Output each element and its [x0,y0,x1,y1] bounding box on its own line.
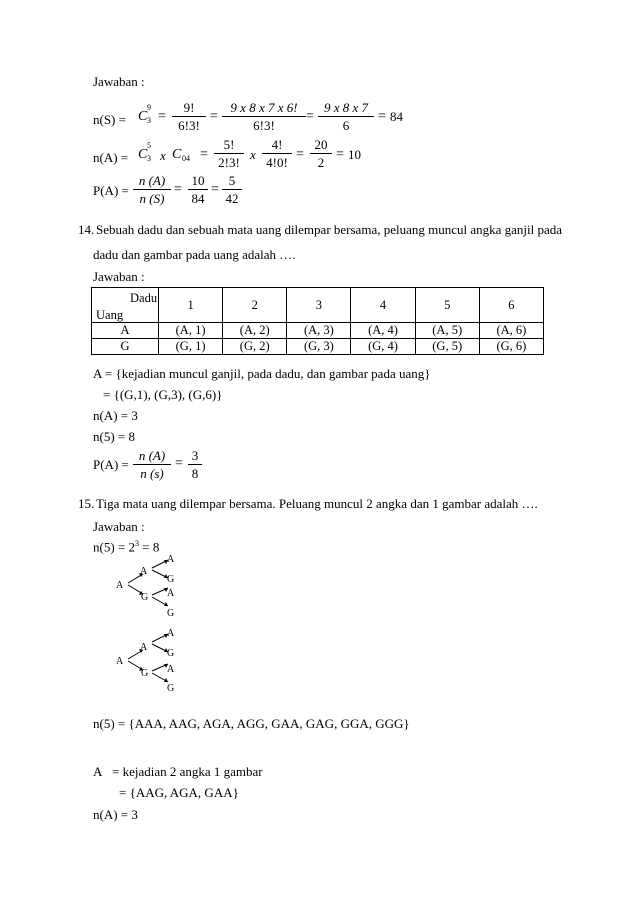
question-text-line2: dadu dan gambar pada uang adalah …. [93,247,296,262]
equals-sign: = [158,109,166,124]
PA-label: P(A) = [93,183,129,198]
fraction-5-over-42: 5 42 [222,174,242,205]
column-header: 1 [159,288,223,323]
tree-node-a: A [116,656,124,667]
question-text-line1: Tiga mata uang dilempar bersama. Peluang muncul 2 angka dan 1 gambar adalah …. [96,496,538,511]
table-cell: (A, 1) [159,323,223,339]
corner-label-uang: Uang [96,308,124,322]
fraction-expanded: 9 x 8 x 7 x 6! 6!3! [222,101,306,132]
tree-node-a: A [167,628,175,639]
row-label: G [92,339,159,355]
equals-sign: = [175,456,183,471]
question-number: 15. [78,496,95,511]
fraction-9-factorial: 9! 6!3! [172,101,206,132]
table-cell: (G, 4) [351,339,415,355]
combination-symbol: C [138,147,148,162]
probability-tree-diagram-a [110,550,200,620]
combination-sup: 5 [147,141,151,150]
event-definition: = kejadian 2 angka 1 gambar [112,764,263,779]
fraction-nA-over-nS: n (A) n (S) [133,174,171,205]
combination-sup: 9 [147,103,151,112]
sample-space-table [91,287,544,355]
table-cell: (G, 1) [159,339,223,355]
column-header: 5 [415,288,479,323]
event-set: = {(G,1), (G,3), (G,6)} [103,387,223,402]
column-header: 2 [223,288,287,323]
table-cell: (A, 3) [287,323,351,339]
combination-sub: 3 [147,154,151,163]
column-header: 6 [479,288,543,323]
tree-node-a: A [167,554,175,565]
table-cell: (G, 6) [479,339,543,355]
fraction-10-over-84: 10 84 [188,174,208,205]
tree-node-a: A [167,588,175,599]
table-cell: (G, 2) [223,339,287,355]
sample-space-set: n(5) = {AAA, AAG, AGA, AGG, GAA, GAG, GGA, GGG} [93,716,410,731]
fraction-20-over-2: 20 2 [310,138,332,169]
table-header-row [92,288,544,323]
answer-heading: Jawaban : [93,519,145,534]
times-sign: x [250,147,256,162]
tree-node-a: A [167,664,175,675]
combination-sub: 3 [147,116,151,125]
fraction-simplified: 9 x 8 x 7 6 [318,101,374,132]
tree-node-a: A [116,580,124,591]
table-cell: (G, 5) [415,339,479,355]
nA-result: 10 [348,147,361,162]
nS-label: n(S) = [93,112,126,127]
answer-heading: Jawaban : [93,74,145,89]
row-label: A [92,323,159,339]
tree-node-g: G [167,683,175,692]
n5-power-line: $n(5) = 2^3 = 8$ [93,539,160,555]
corner-label-dadu: Dadu [130,291,158,305]
fraction-5-factorial: 5! 2!3! [214,138,244,169]
times-sign: x [160,148,166,163]
equals-sign: = [200,147,208,162]
column-header: 3 [287,288,351,323]
nA-label: n(A) = [93,150,129,165]
equals-sign: = [211,182,219,197]
combination-symbol: C [172,147,182,162]
question-text-line1: Sebuah dadu dan sebuah mata uang dilempar bersama, peluang muncul angka ganjil pada [96,222,563,237]
tree-node-g: G [167,608,175,619]
fraction-4-factorial: 4! 4!0! [262,138,292,169]
table-corner-cell [92,288,159,323]
equals-sign: = [174,182,182,197]
PA-label: P(A) = [93,457,129,472]
table-cell: (A, 5) [415,323,479,339]
table-row [92,323,544,339]
question-number: 14. [78,222,95,237]
fraction-nA-over-ns: n (A) n (s) [133,449,171,480]
equals-sign: = [306,109,314,124]
answer-heading: Jawaban : [93,269,145,284]
nS-result: 84 [390,109,403,124]
equals-sign: = [336,147,344,162]
equals-sign: = [210,109,218,124]
combination-sub: 04 [182,154,190,163]
table-cell: (G, 3) [287,339,351,355]
tree-node-g: G [167,574,175,585]
fraction-3-over-8: 3 8 [188,449,202,480]
nA-value: n(A) = 3 [93,807,138,822]
tree-node-a: A [140,566,148,577]
n5-value: n(5) = 8 [93,429,135,444]
tree-node-g: G [167,648,175,659]
event-label: A [93,764,103,779]
event-definition: A = {kejadian muncul ganjil, pada dadu, dan gambar pada uang} [93,366,431,381]
equals-sign: = [378,109,386,124]
table-cell: (A, 2) [223,323,287,339]
table-row [92,339,544,355]
event-set: = {AAG, AGA, GAA} [119,785,239,800]
column-header: 4 [351,288,415,323]
nA-value: n(A) = 3 [93,408,138,423]
tree-node-g: G [141,592,149,603]
equals-sign: = [296,147,304,162]
tree-node-a: A [140,642,148,653]
table-cell: (A, 6) [479,323,543,339]
combination-symbol: C [138,109,148,124]
table-cell: (A, 4) [351,323,415,339]
probability-tree-diagram-b [110,622,200,692]
tree-node-g: G [141,668,149,679]
